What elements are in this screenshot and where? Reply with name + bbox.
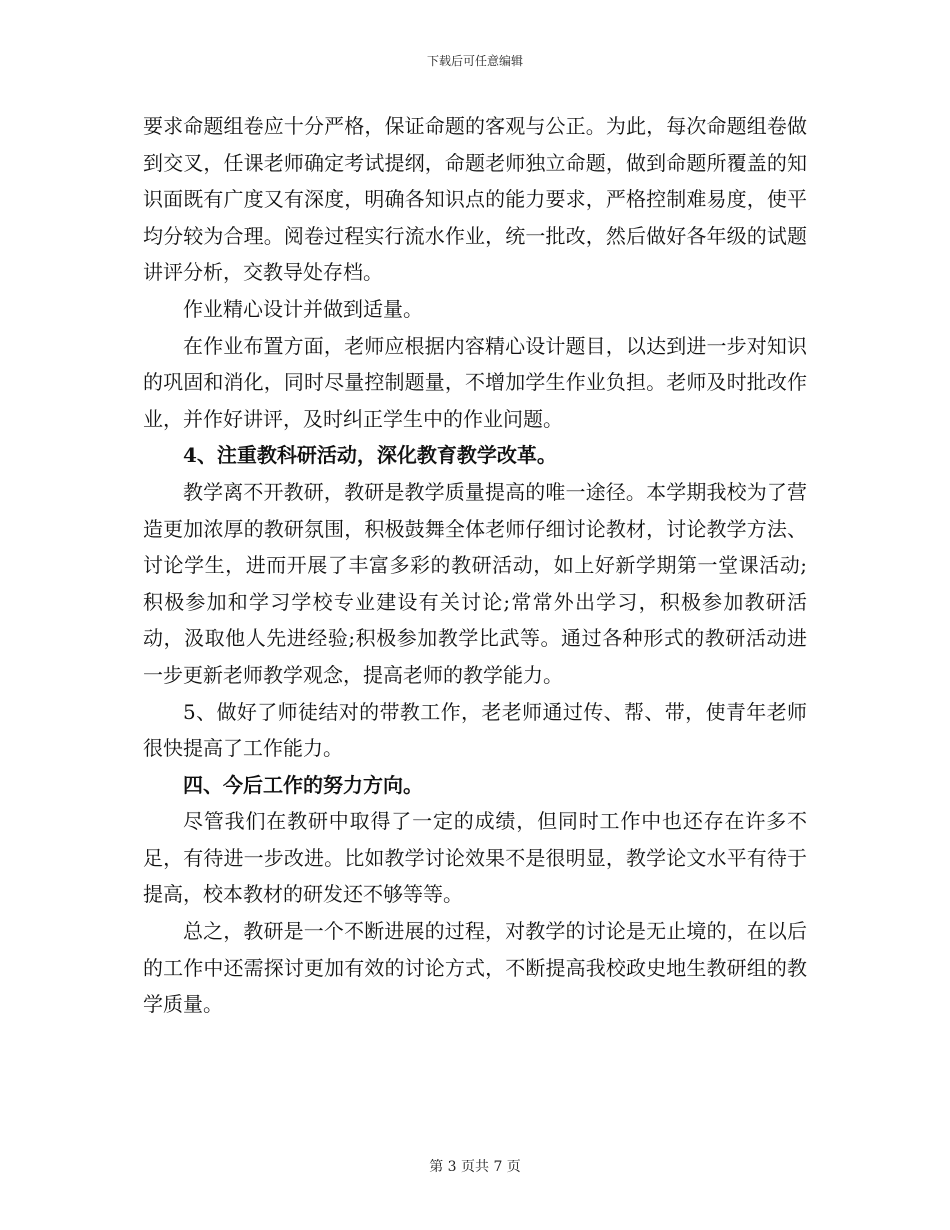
paragraph-homework-heading: 作业精心设计并做到适量。 (183, 296, 423, 321)
page-header: 下载后可任意编辑 (426, 54, 523, 68)
paragraph-shortcomings: 尽管我们在教研中取得了一定的成绩，但同时工作中也还存在许多不足，有待进一步改进。比如教学讨论效果不是很明显，教学论文水平有待于提高，校本教材的研发还不够等等。 (143, 809, 807, 907)
paragraph-homework-arrangement: 在作业布置方面，老师应根据内容精心设计题目，以达到进一步对知识的巩固和消化，同时尽量控制题量，不增加学生作业负担。老师及时批改作业，并作好讲评，及时纠正学生中的作业问题。 (143, 333, 807, 431)
paragraph-research-activities: 教学离不开教研，教研是教学质量提高的唯一途径。本学期我校为了营造更加浓厚的教研氛围，积极鼓舞全体老师仔细讨论教材，讨论教学方法、讨论学生，进而开展了丰富多彩的教研活动，如上好新学期第一堂课活动;积极参加和学习学校专业建设有关讨论;常常外出学习，积极参加教研活动，汲取他人先进经验;积极参加教学比武等。通过各种形式的教研活动进一步更新老师教学观念，提高老师的教学能力。 (143, 479, 807, 687)
paragraph-mentoring: 5、做好了师徒结对的带教工作，老老师通过传、帮、带，使青年老师很快提高了工作能力。 (143, 699, 807, 761)
section-heading-future-direction: 四、今后工作的努力方向。 (183, 772, 423, 797)
paragraph-exam-requirements: 要求命题组卷应十分严格，保证命题的客观与公正。为此，每次命题组卷做到交叉，任课老师确定考试提纲，命题老师独立命题，做到命题所覆盖的知识面既有广度又有深度，明确各知识点的能力要求，严格控制难易度，使平均分较为合理。阅卷过程实行流水作业，统一批改，然后做好各年级的试题讲评分析，交教导处存档。 (143, 114, 807, 285)
section-heading-research: 4、注重教科研活动，深化教育教学改革。 (183, 443, 557, 468)
page-number-footer: 第 3 页共 7 页 (429, 1159, 521, 1175)
paragraph-conclusion: 总之，教研是一个不断进展的过程，对教学的讨论是无止境的，在以后的工作中还需探讨更加有效的讨论方式，不断提高我校政史地生教研组的教学质量。 (143, 919, 807, 1017)
document-body (143, 108, 807, 1023)
